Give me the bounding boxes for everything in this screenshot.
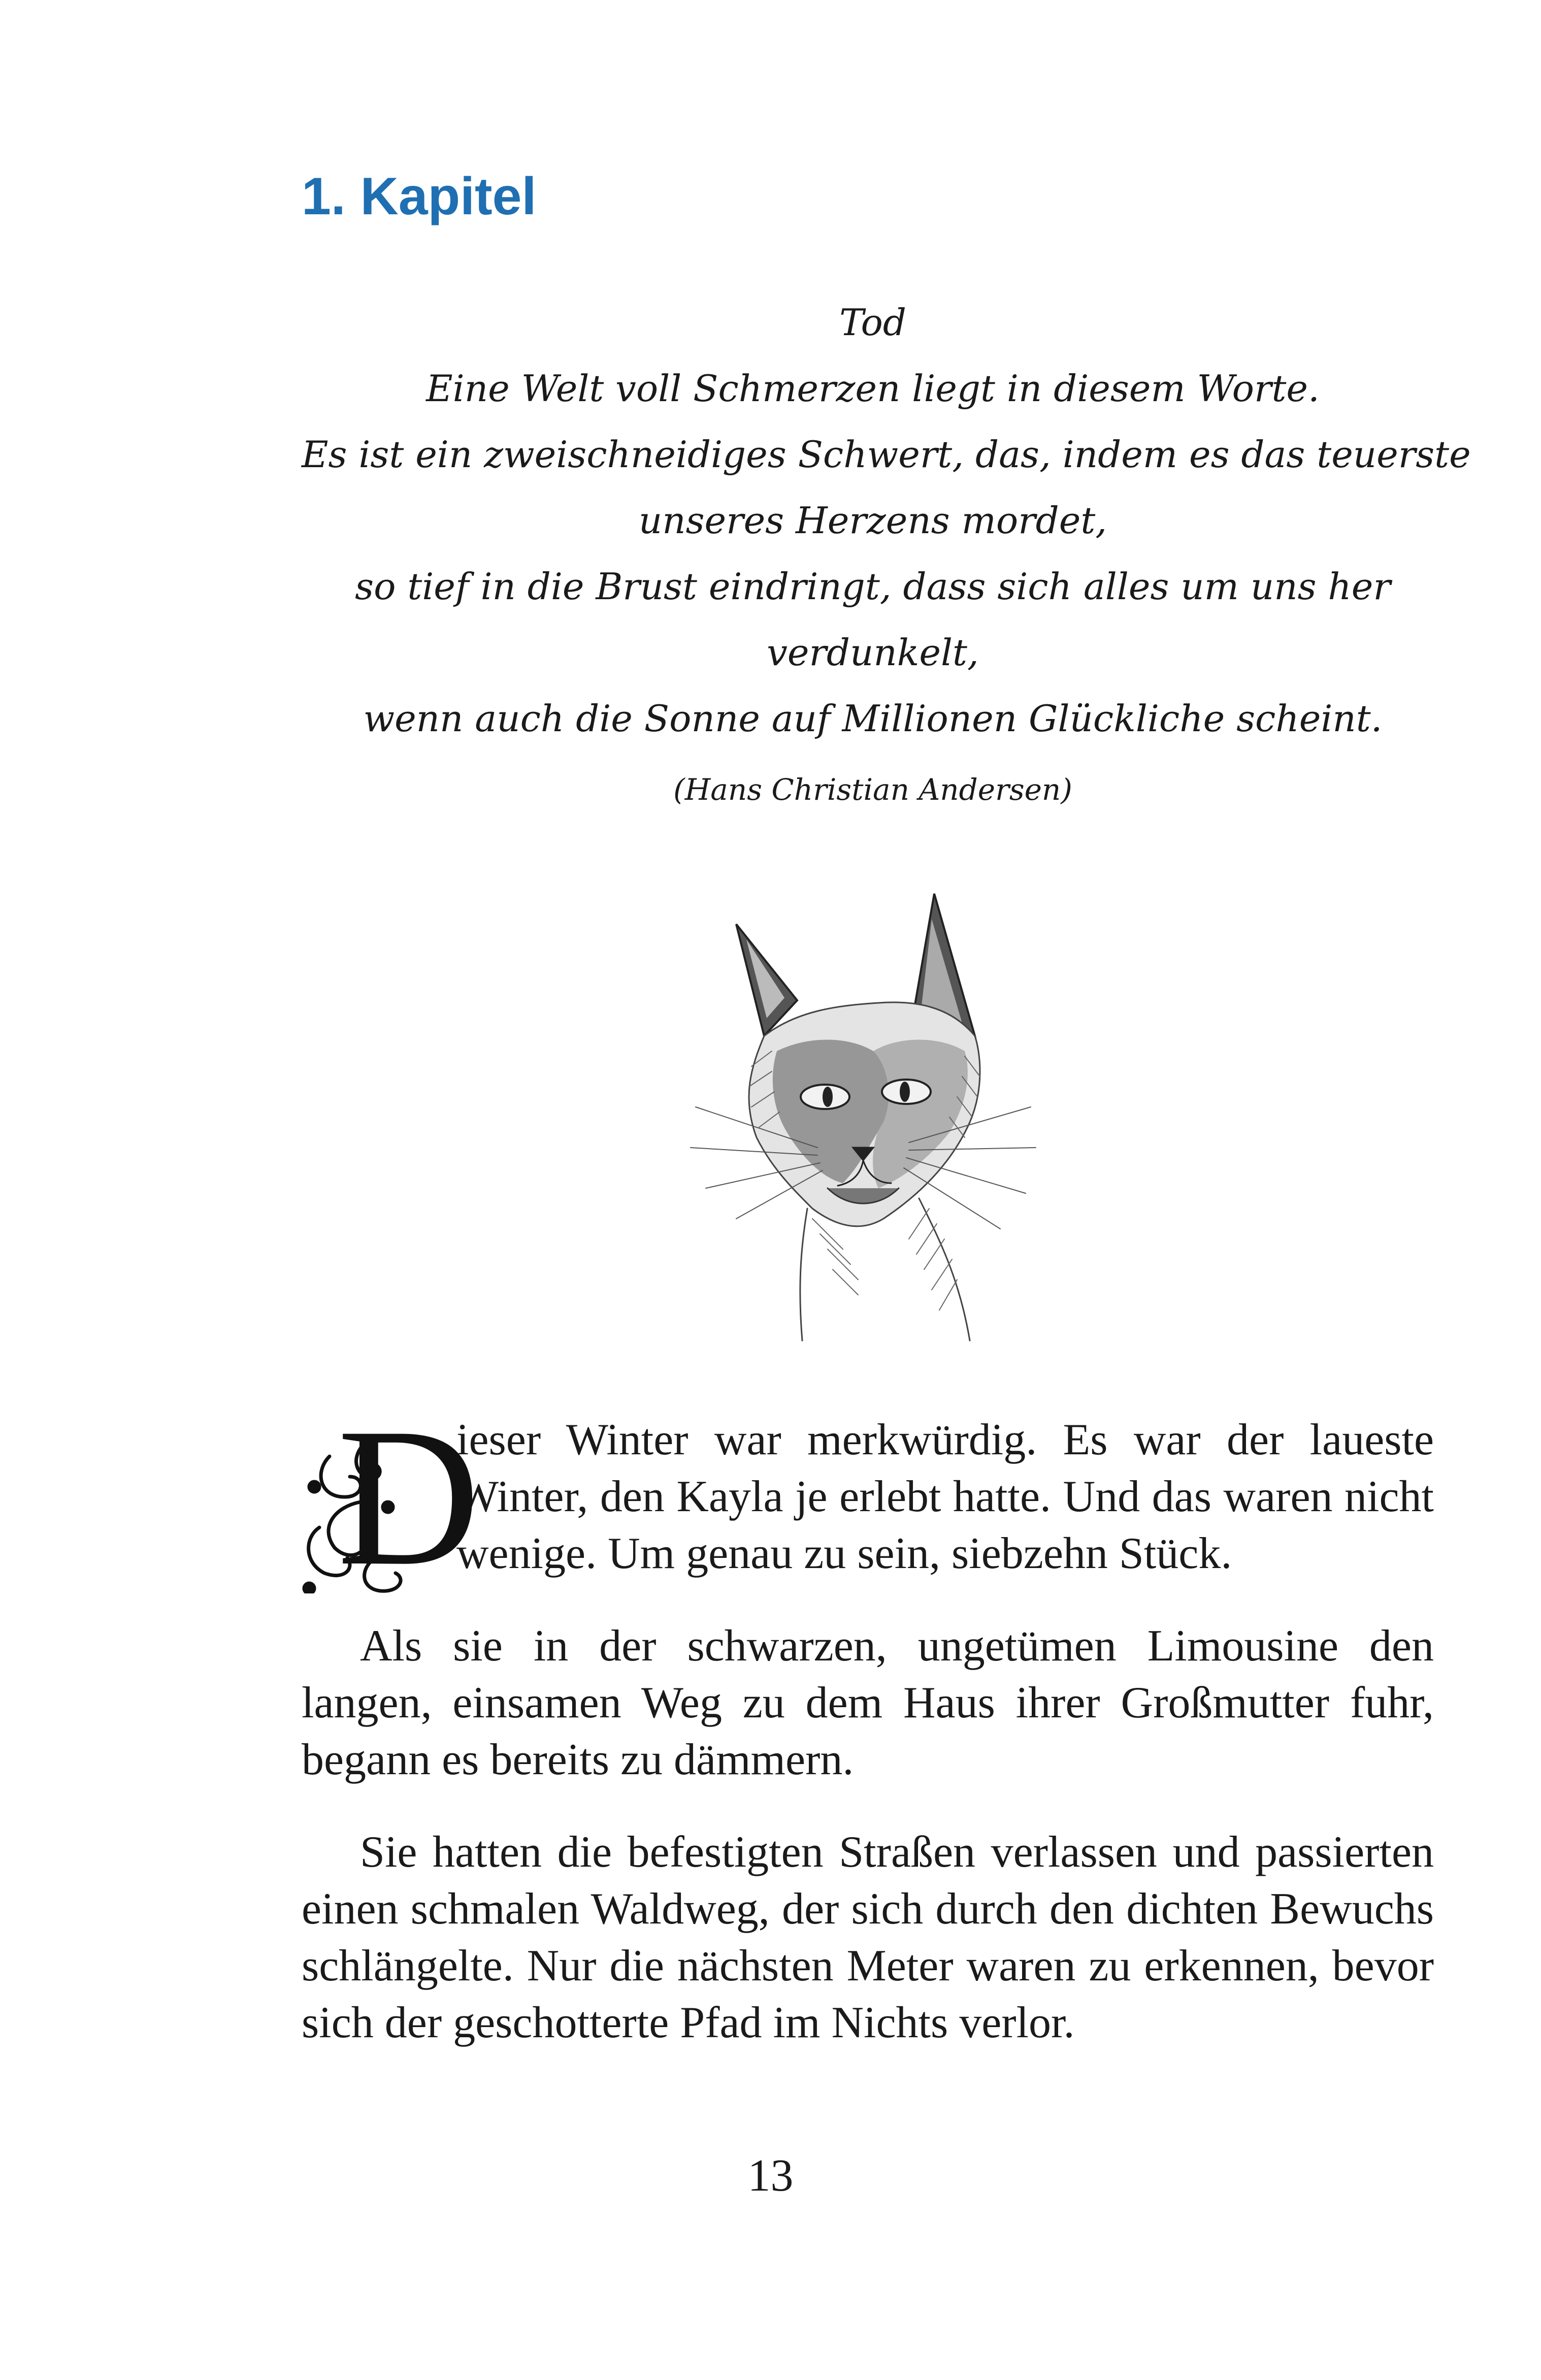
cat-sketch-icon [675,884,1041,1366]
paragraph [302,1387,1434,1607]
dropcap-letter: D [337,1387,480,1607]
epigraph-line: Es ist ein zweischneidiges Schwert, das, indem es das teuerste [302,433,1471,476]
epigraph-line: so tief in die Brust eindringt, dass sich alles um uns her [355,565,1391,608]
dropcap [299,1387,480,1607]
epigraph-line: Eine Welt voll Schmerzen liegt in diesem Worte. [426,367,1320,410]
body-text [302,1387,1434,2087]
epigraph-line: wenn auch die Sonne auf Millionen Glückliche scheint. [363,697,1383,740]
page-number: 13 [747,2150,794,2201]
epigraph [302,289,1471,752]
epigraph-attribution: (Hans Christian Andersen) [673,772,1072,807]
epigraph-line: unseres Herzens mordet, [638,499,1107,542]
epigraph-line: verdunkelt, [767,631,979,674]
paragraph-text: ieser Winter war merkwürdig. Es war der laueste Winter, den Kayla je erlebt hatte. Und das waren nicht wenige. Um genau zu sein, siebzehn Stück. [456,1415,1434,1578]
chapter-title: 1. Kapitel [302,167,537,226]
epigraph-line: Tod [839,301,906,344]
paragraph: Sie hatten die befestigten Straßen verlassen und passierten einen schmalen Waldweg, der sich durch den dichten Bewuchs schlängelte. Nur die nächsten Meter waren zu erkennen, bevor sich der geschotterte Pfad im Nichts verlor. [302,1828,1434,2047]
paragraph: Als sie in der schwarzen, ungetümen Limousine den langen, einsamen Weg zu dem Haus ihrer Großmutter fuhr, begann es bereits zu dämmern. [302,1621,1434,1784]
